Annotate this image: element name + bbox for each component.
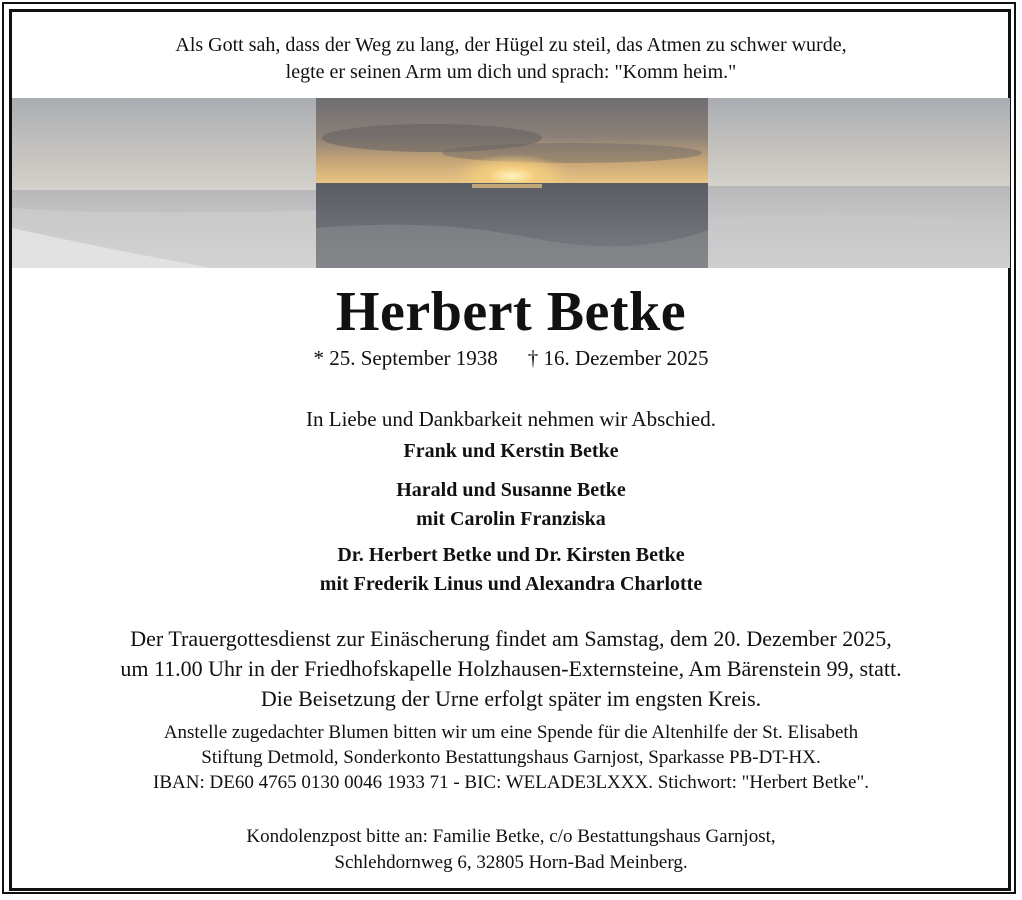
donation-line: Stiftung Detmold, Sonderkonto Bestattungshaus Garnjost, Sparkasse PB-DT-HX. bbox=[201, 747, 821, 768]
family-group bbox=[0, 541, 1022, 599]
family-line: Frank und Kerstin Betke bbox=[403, 440, 619, 462]
poem-line: Als Gott sah, dass der Weg zu lang, der Hügel zu steil, das Atmen zu schwer wurde, bbox=[175, 34, 847, 56]
sunset-banner-image bbox=[12, 98, 1010, 268]
family-line: Dr. Herbert Betke und Dr. Kirsten Betke bbox=[337, 544, 685, 566]
service-line: Der Trauergottesdienst zur Einäscherung findet am Samstag, dem 20. Dezember 2025, bbox=[130, 626, 892, 651]
family-group bbox=[0, 476, 1022, 534]
service-line: Die Beisetzung der Urne erfolgt später im engsten Kreis. bbox=[260, 686, 762, 711]
poem-line: legte er seinen Arm um dich und sprach: "Komm heim." bbox=[285, 61, 737, 83]
donation-line: IBAN: DE60 4765 0130 0046 1933 71 - BIC: WELADE3LXXX. Stichwort: "Herbert Betke". bbox=[153, 772, 869, 793]
service-announcement bbox=[0, 624, 1022, 714]
birth-date: * 25. September 1938 bbox=[313, 346, 498, 370]
life-dates bbox=[0, 344, 1022, 372]
contact-line: Kondolenzpost bitte an: Familie Betke, c/o Bestattungshaus Garnjost, bbox=[246, 826, 776, 847]
farewell-text: In Liebe und Dankbarkeit nehmen wir Abschied. bbox=[306, 407, 716, 431]
condolence-address bbox=[0, 824, 1022, 876]
donation-line: Anstelle zugedachter Blumen bitten wir um eine Spende für die Altenhilfe der St. Elisabeth bbox=[163, 722, 859, 743]
family-group bbox=[0, 437, 1022, 466]
family-line: mit Carolin Franziska bbox=[416, 508, 606, 530]
deceased-name: Herbert Betke bbox=[335, 281, 687, 343]
service-line: um 11.00 Uhr in der Friedhofskapelle Holzhausen-Externsteine, Am Bärenstein 99, statt. bbox=[120, 656, 902, 681]
death-date: † 16. Dezember 2025 bbox=[527, 346, 709, 370]
family-line: Harald und Susanne Betke bbox=[396, 479, 626, 501]
contact-line: Schlehdornweg 6, 32805 Horn-Bad Meinberg. bbox=[334, 852, 688, 873]
donation-request bbox=[0, 720, 1022, 795]
family-line: mit Frederik Linus und Alexandra Charlotte bbox=[319, 573, 703, 595]
poem bbox=[0, 32, 1022, 86]
